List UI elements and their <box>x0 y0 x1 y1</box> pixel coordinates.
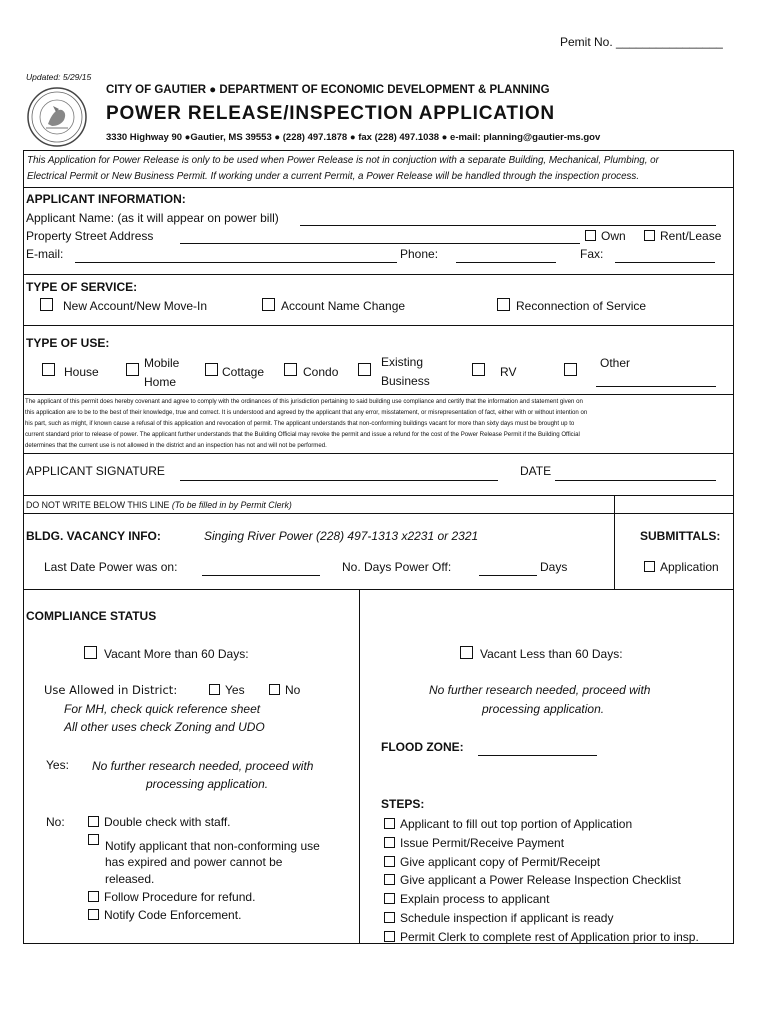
divider <box>23 394 734 395</box>
notice-line-1: This Application for Power Release is only to be used when Power Release is not in conjuction with a separate Building, Mechanical, Plumbing, or <box>27 155 659 166</box>
other-label: Other <box>600 356 631 370</box>
vacant-less-label: Vacant Less than 60 Days: <box>480 647 623 661</box>
vacant-less-option[interactable] <box>460 646 623 661</box>
rent-lease-checkbox[interactable] <box>644 230 655 241</box>
legal-line: The applicant of this permit does hereby covenant and agree to comply with the ordinances of this jurisdiction pertaining to said building use compliance and certify that the information and statement given on <box>25 398 583 405</box>
notify-applicant-line-2: has expired and power cannot be <box>105 855 283 869</box>
last-date-power-label: Last Date Power was on: <box>44 560 178 574</box>
steps-list <box>384 815 699 947</box>
reconnection-label: Reconnection of Service <box>516 299 647 313</box>
step-checkbox[interactable] <box>384 874 395 885</box>
days-power-off-field[interactable] <box>479 575 537 576</box>
service-reconnection[interactable] <box>497 298 646 313</box>
compliance-status-heading: COMPLIANCE STATUS <box>26 609 157 623</box>
vacancy-info-label: BLDG. VACANCY INFO: <box>26 529 161 543</box>
vacant-more-option[interactable] <box>84 646 249 661</box>
existing-label: Existing <box>381 355 424 369</box>
condo-label: Condo <box>303 365 339 379</box>
filled-by-clerk-text: (To be filled in by Permit Clerk) <box>171 500 292 510</box>
legal-statement <box>25 396 731 451</box>
right-no-further-2: processing application. <box>482 702 605 716</box>
cottage-label: Cottage <box>222 365 265 379</box>
house-label: House <box>64 365 99 379</box>
use-allowed-yes[interactable] <box>209 683 245 697</box>
use-allowed-label: Use Allowed in District: <box>44 683 178 697</box>
submittals-divider <box>614 495 615 590</box>
step-checkbox[interactable] <box>384 931 395 942</box>
use-allowed-yes-label: Yes <box>225 683 245 697</box>
yes-outcome-label: Yes: <box>46 758 69 772</box>
application-submittal[interactable] <box>644 560 719 574</box>
step-checkbox[interactable] <box>384 818 395 829</box>
business-label: Business <box>381 374 430 388</box>
legal-line: his part, such as might, if known cause a refusal of this application and revocation of permit. The applicant understands that non-conforming buildings vacant for more than sixty days must be brought up to <box>25 420 575 427</box>
department-heading: CITY OF GAUTIER ● DEPARTMENT OF ECONOMIC DEVELOPMENT & PLANNING <box>106 84 550 96</box>
service-name-change[interactable] <box>262 298 405 313</box>
step-item[interactable] <box>384 909 699 928</box>
mobile-home-checkbox[interactable] <box>126 363 139 376</box>
legal-line: determines that the current use is not allowed in the district and an inspection has not and will not be performed. <box>25 442 327 449</box>
permit-number-label: Pemit No. ________________ <box>560 35 723 49</box>
step-checkbox[interactable] <box>384 837 395 848</box>
follow-refund-checkbox[interactable] <box>88 891 99 902</box>
double-check-label: Double check with staff. <box>104 815 231 829</box>
divider <box>23 495 734 496</box>
step-label: Schedule inspection if applicant is ready <box>400 910 614 925</box>
compliance-column-divider <box>359 589 360 944</box>
house-checkbox[interactable] <box>42 363 55 376</box>
days-label: Days <box>540 560 568 574</box>
legal-line: this application are to be to the best of their knowledge, true and correct. It is understood and agreed by the applicant that any error, misstatement, or misrepresentation of fact, either with or without intention on <box>25 409 588 416</box>
email-field[interactable] <box>75 262 397 263</box>
use-allowed-no[interactable] <box>269 683 300 697</box>
singing-river-contact: Singing River Power (228) 497-1313 x2231 or 2321 <box>204 529 479 543</box>
notify-applicant-line-1: Notify applicant that non-conforming use <box>105 839 320 853</box>
signature-label: APPLICANT SIGNATURE <box>26 464 165 478</box>
yes-outcome-text-1: No further research needed, proceed with <box>92 759 314 773</box>
use-type-heading: TYPE OF USE: <box>26 336 110 350</box>
right-no-further-1: No further research needed, proceed with <box>429 683 651 697</box>
step-checkbox[interactable] <box>384 912 395 923</box>
flood-zone-field[interactable] <box>478 755 597 756</box>
step-item[interactable] <box>384 815 699 834</box>
own-label: Own <box>601 229 626 243</box>
divider <box>23 513 734 514</box>
application-label: Application <box>660 560 719 574</box>
fax-label: Fax: <box>580 247 604 261</box>
follow-refund-item[interactable] <box>88 890 255 904</box>
no-outcome-label: No: <box>46 815 65 829</box>
existing-business-checkbox[interactable] <box>358 363 371 376</box>
notify-code-label: Notify Code Enforcement. <box>104 908 242 922</box>
step-label: Permit Clerk to complete rest of Application prior to insp. <box>400 929 699 944</box>
notify-applicant-line-3: released. <box>105 872 155 886</box>
step-label: Explain process to applicant <box>400 892 550 907</box>
step-item[interactable] <box>384 853 699 872</box>
days-power-off-label: No. Days Power Off: <box>342 560 452 574</box>
step-label: Issue Permit/Receive Payment <box>400 835 565 850</box>
name-change-checkbox[interactable] <box>262 298 275 311</box>
city-seal-logo <box>26 86 88 148</box>
rent-lease-option[interactable] <box>644 229 721 243</box>
phone-field[interactable] <box>456 262 556 263</box>
divider <box>23 589 734 590</box>
applicant-name-label: Applicant Name: (as it will appear on power bill) <box>26 211 279 225</box>
property-address-label: Property Street Address <box>26 229 154 243</box>
double-check-checkbox[interactable] <box>88 816 99 827</box>
mobile-label: Mobile <box>144 356 180 370</box>
rent-lease-label: Rent/Lease <box>660 229 722 243</box>
vacant-more-checkbox[interactable] <box>84 646 97 659</box>
phone-label: Phone: <box>400 247 439 261</box>
contact-address: 3330 Highway 90 ●Gautier, MS 39553 ● (228) 497.1878 ● fax (228) 497.1038 ● e-mail: planning@gautier-ms.gov <box>106 132 601 143</box>
service-new-account[interactable] <box>40 298 207 313</box>
divider <box>23 274 734 275</box>
cottage-checkbox[interactable] <box>205 363 218 376</box>
use-allowed-no-label: No <box>285 683 301 697</box>
use-allowed-yes-checkbox[interactable] <box>209 684 220 695</box>
step-item[interactable] <box>384 871 699 890</box>
date-label: DATE <box>520 464 552 478</box>
applicant-info-heading: APPLICANT INFORMATION: <box>26 192 186 206</box>
yes-outcome-text-2: processing application. <box>146 777 269 791</box>
service-type-heading: TYPE OF SERVICE: <box>26 280 138 294</box>
last-date-power-field[interactable] <box>202 575 320 576</box>
property-address-field[interactable] <box>180 243 580 244</box>
vacant-more-label: Vacant More than 60 Days: <box>104 647 249 661</box>
other-checkbox[interactable] <box>564 363 577 376</box>
notice-line-2: Electrical Permit or New Business Permit. If working under a current Permit, a Power Release will be handled through the inspection process. <box>27 171 640 182</box>
other-uses-note: All other uses check Zoning and UDO <box>64 720 265 734</box>
signature-field[interactable] <box>180 480 498 481</box>
new-account-checkbox[interactable] <box>40 298 53 311</box>
mh-check-note: For MH, check quick reference sheet <box>64 702 261 716</box>
own-option[interactable] <box>585 229 626 243</box>
divider <box>23 325 734 326</box>
notify-code-checkbox[interactable] <box>88 909 99 920</box>
fax-field[interactable] <box>615 262 715 263</box>
notify-code-item[interactable] <box>88 908 241 922</box>
home-label: Home <box>144 375 177 389</box>
rv-label: RV <box>500 365 517 379</box>
updated-date: Updated: 5/29/15 <box>26 72 92 82</box>
rv-checkbox[interactable] <box>472 363 485 376</box>
other-field[interactable] <box>596 386 716 387</box>
follow-refund-label: Follow Procedure for refund. <box>104 890 256 904</box>
form-title: POWER RELEASE/INSPECTION APPLICATION <box>106 103 555 124</box>
own-checkbox[interactable] <box>585 230 596 241</box>
submittals-label: SUBMITTALS: <box>640 529 721 543</box>
notify-applicant-checkbox[interactable] <box>88 834 99 845</box>
step-item[interactable] <box>384 890 699 909</box>
flood-zone-label: FLOOD ZONE: <box>381 740 464 754</box>
step-label: Applicant to fill out top portion of Application <box>400 817 633 831</box>
application-checkbox[interactable] <box>644 561 655 572</box>
reconnection-checkbox[interactable] <box>497 298 510 311</box>
step-checkbox[interactable] <box>384 856 395 867</box>
do-not-write-notice <box>26 500 292 510</box>
vacant-less-checkbox[interactable] <box>460 646 473 659</box>
new-account-label: New Account/New Move-In <box>63 299 208 313</box>
date-field[interactable] <box>555 480 716 481</box>
step-item[interactable] <box>384 834 699 853</box>
applicant-name-field[interactable] <box>300 225 716 226</box>
steps-heading: STEPS: <box>381 797 425 811</box>
legal-line: current standard prior to release of power. The applicant further understands that the Building Official may revoke the permit and issue a refund for the cost of the Power Release Permit if the Building Official <box>25 431 580 438</box>
step-item[interactable] <box>384 928 699 947</box>
use-allowed-no-checkbox[interactable] <box>269 684 280 695</box>
double-check-item[interactable] <box>88 815 231 829</box>
name-change-label: Account Name Change <box>281 299 406 313</box>
step-label: Give applicant a Power Release Inspection Checklist <box>400 873 681 888</box>
step-checkbox[interactable] <box>384 893 395 904</box>
email-label: E-mail: <box>26 247 64 261</box>
divider <box>23 187 734 188</box>
step-label: Give applicant copy of Permit/Receipt <box>400 854 601 869</box>
condo-checkbox[interactable] <box>284 363 297 376</box>
divider <box>23 453 734 454</box>
do-not-write-text: DO NOT WRITE BELOW THIS LINE <box>26 500 170 510</box>
